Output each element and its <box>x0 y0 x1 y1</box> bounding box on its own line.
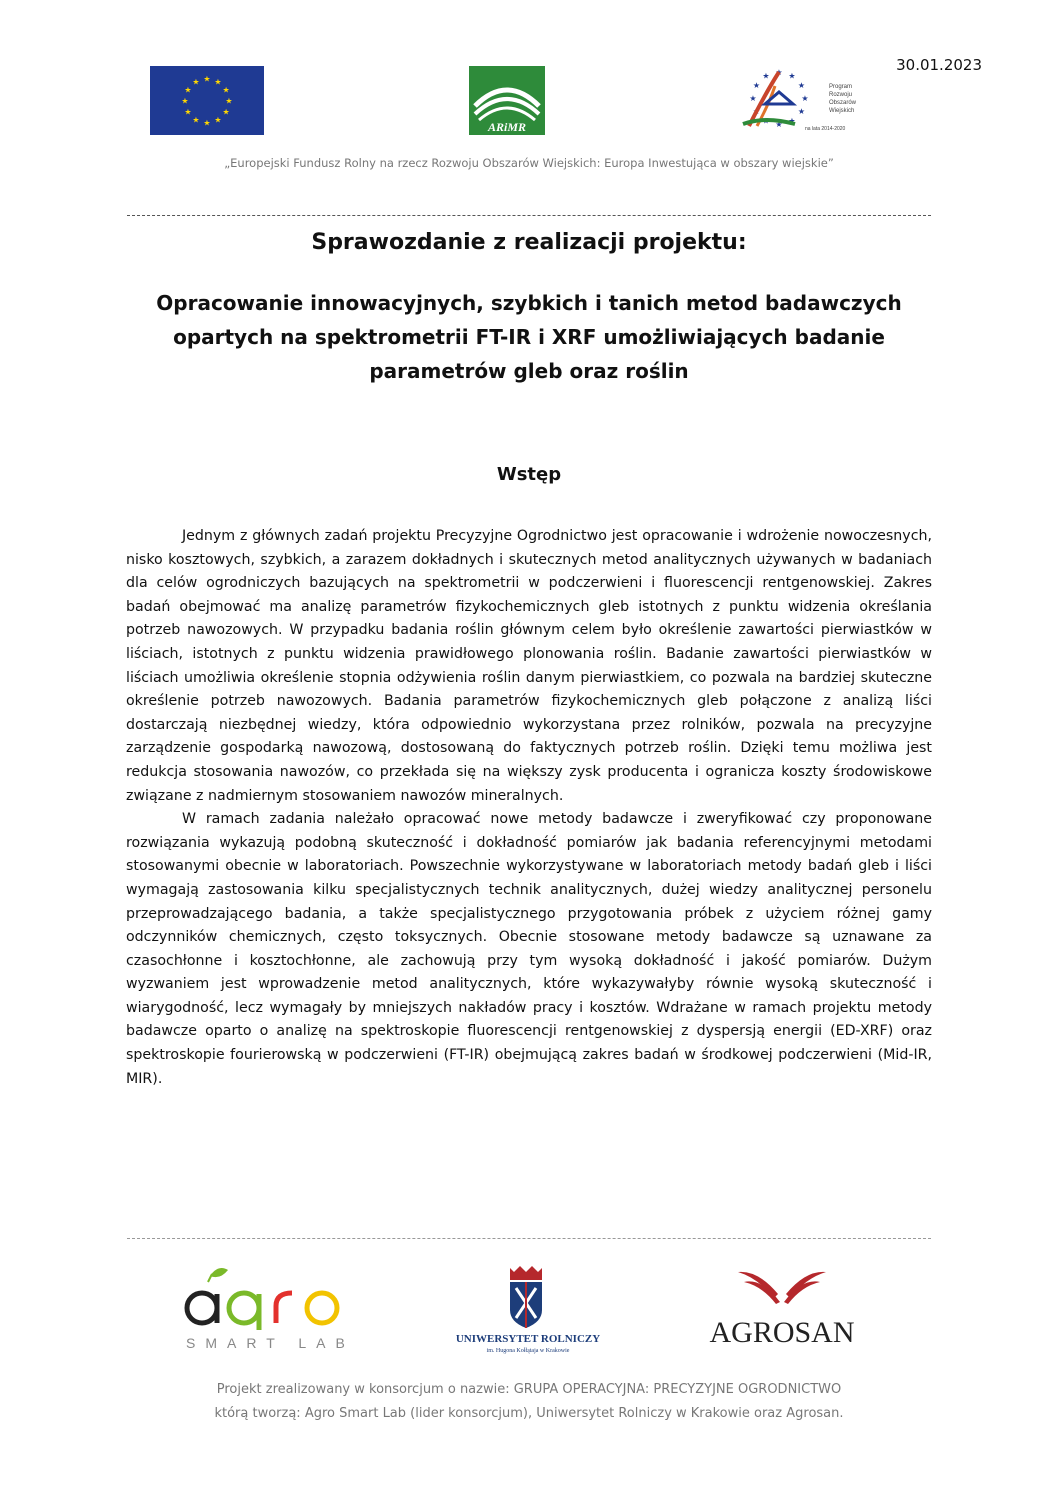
document-date: 30.01.2023 <box>896 56 982 74</box>
report-title: Sprawozdanie z realizacji projektu: <box>311 230 747 255</box>
arimr-logo-text: ARiMR <box>487 120 527 134</box>
paragraph: Jednym z głównych zadań projektu Precyzyjne Ogrodnictwo jest opracowanie i wdrożenie nowoczesnych, nisko kosztowych, szybkich, a zarazem dokładnych i skutecznych metod analitycznych używanych w badaniach dla celów ogrodniczych bazujących na spektrometrii w podczerwieni i fluorescencji rentgenowskiej. Zakres badań obejmować ma analizę parametrów fizykochemicznych gleb istotnych z punktu widzenia określania potrzeb nawozowych. W przypadku badania roślin głównym celem było określenie zawartości pierwiastków w liściach, istotnych z punktu widzenia prawidłowego plonowania roślin. Badanie zawartości pierwiastków w liściach umożliwia określenie stopnia odżywienia roślin danym pierwiastkiem, co pozwala na bardziej skuteczne określenie potrzeb nawozowych. Badania parametrów fizykochemicznych gleb połączone z analizą liści dostarczają niezbędnej wiedzy, która odpowiednio wykorzystana przez rolników, pozwala na precyzyjne zarządzenie gospodarką nawozową, dostosowaną do faktycznych potrzeb roślin. Dzięki temu możliwa jest redukcja stosowania nawozów, co przekłada się na większy zysk producenta i ogranicza koszty środowiskowe związane z nadmiernym stosowaniem nawozów mineralnych. <box>126 528 932 804</box>
university-name: UNIWERSYTET ROLNICZY <box>455 1333 601 1345</box>
prow-star-icon: ★ <box>775 68 783 77</box>
prow-line-3: Obszarów <box>829 100 857 106</box>
prow-star-icon: ★ <box>762 71 770 81</box>
subtitle-line: Opracowanie innowacyjnych, szybkich i tanich metod badawczych <box>156 291 902 315</box>
eu-star-icon: ★ <box>184 107 192 117</box>
arimr-logo <box>469 66 545 135</box>
prow-star-icon: ★ <box>762 116 770 126</box>
university-sub: im. Hugona Kołłątaja w Krakowie <box>486 1348 570 1354</box>
prow-star-icon: ★ <box>752 81 761 90</box>
eu-star-icon: ★ <box>222 85 230 95</box>
eu-star-icon: ★ <box>203 118 211 128</box>
eu-star-icon: ★ <box>192 77 200 87</box>
subtitle-line: parametrów gleb oraz roślin <box>369 359 689 383</box>
eu-star-icon: ★ <box>222 107 230 117</box>
eu-star-icon: ★ <box>214 115 222 125</box>
section-heading: Wstęp <box>496 464 562 485</box>
prow-star-icon: ★ <box>801 94 809 103</box>
prow-line-2: Rozwoju <box>829 92 853 98</box>
agro-smart-lab-logo <box>184 1262 356 1352</box>
prow-star-icon: ★ <box>788 71 796 81</box>
prow-star-icon: ★ <box>797 81 806 90</box>
prow-star-icon: ★ <box>797 107 806 116</box>
eu-star-icon: ★ <box>192 115 200 125</box>
body-text <box>126 525 932 1091</box>
prow-star-icon: ★ <box>788 116 796 126</box>
eu-star-icon: ★ <box>214 77 222 87</box>
footer-line: Projekt zrealizowany w konsorcjum o nazwie: GRUPA OPERACYJNA: PRECYZYJNE OGRODNICTWO <box>216 1382 842 1397</box>
prow-star-icon: ★ <box>749 94 757 103</box>
subtitle-line: opartych na spektrometrii FT-IR i XRF umożliwiających badanie <box>173 325 885 349</box>
program-slogan: „Europejski Fundusz Rolny na rzecz Rozwoju Obszarów Wiejskich: Europa Inwestująca w obszary wiejskie” <box>224 156 834 170</box>
agrosan-name: AGROSAN <box>709 1316 855 1349</box>
prow-star-icon: ★ <box>752 107 761 116</box>
eu-star-icon: ★ <box>225 96 233 106</box>
agrosan-logo <box>692 1268 872 1350</box>
eu-star-icon: ★ <box>203 74 211 84</box>
university-logo <box>444 1266 612 1358</box>
eu-star-icon: ★ <box>181 96 189 106</box>
prow-period: na lata 2014-2020 <box>805 126 846 132</box>
eu-star-icon: ★ <box>184 85 192 95</box>
prow-line-4: Wiejskich <box>829 108 855 114</box>
agro-sub-text: SMART LAB <box>186 1335 355 1351</box>
footer-line: którą tworzą: Agro Smart Lab (lider konsorcjum), Uniwersytet Rolniczy w Krakowie oraz Agrosan. <box>214 1406 844 1421</box>
prow-star-icon: ★ <box>775 120 783 129</box>
footer-note <box>0 1378 1058 1426</box>
eu-flag-logo <box>150 66 264 135</box>
prow-line-1: Program <box>829 84 853 90</box>
project-subtitle <box>130 286 928 388</box>
prow-logo <box>735 64 865 134</box>
footer-divider <box>127 1238 931 1239</box>
header-divider <box>127 215 931 216</box>
paragraph: W ramach zadania należało opracować nowe metody badawcze i zweryfikować czy proponowane rozwiązania wykazują podobną skuteczność i dokładność pomiarów jak badania referencyjnymi metodami stosowanymi obecnie w laboratoriach. Powszechnie wykorzystywane w laboratoriach metody badań gleb i liści wymagają zastosowania kilku specjalistycznych technik analitycznych, dużej wiedzy analitycznej personelu przeprowadzającego badania, a także specjalistycznego przygotowania próbek z użyciem różnej gamy odczynników chemicznych, często toksycznych. Obecnie stosowane metody badawcze są uznawane za czasochłonne i kosztochłonne, ale zachowują przy tym wysoką dokładność i jakość pomiarów. Dużym wyzwaniem jest wprowadzenie metod analitycznych, które wykazywałyby równie wysoką skuteczność i wiarygodność, lecz wymagały by mniejszych nakładów pracy i kosztów. Wdrażane w ramach projektu metody badawcze oparto o analizę na spektroskopie fluorescencji rentgenowskiej z dyspersją energii (ED-XRF) oraz spektroskopie fourierowską w podczerwieni (FT-IR) obejmującą zakres badań w środkowej podczerwieni (Mid-IR, MIR). <box>126 811 932 1087</box>
